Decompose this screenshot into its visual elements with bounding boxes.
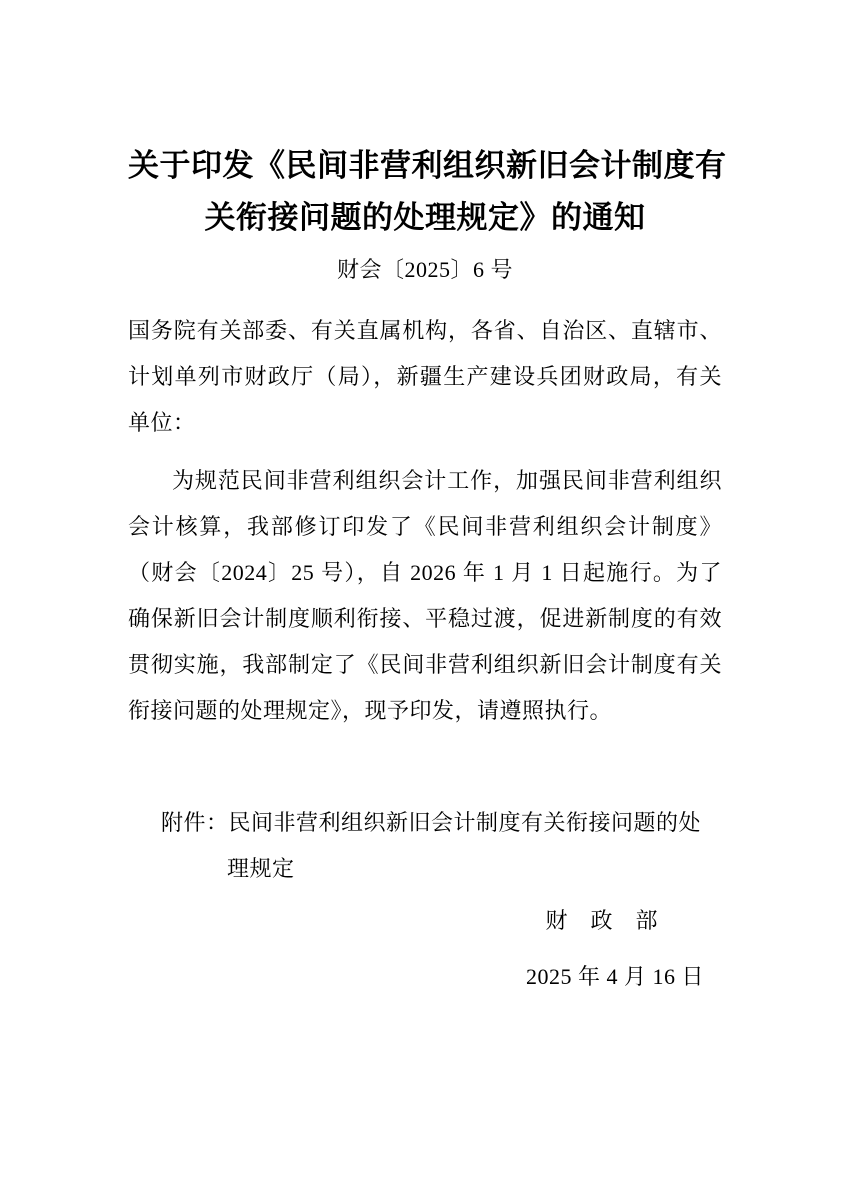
- document-title: [128, 0, 727, 244]
- document-number: 财会〔2025〕6 号: [336, 257, 513, 282]
- attachment-line: [128, 800, 722, 892]
- attachment-label: 附件：: [161, 810, 229, 835]
- issue-date: 2025 年 4 月 16 日: [525, 964, 704, 989]
- document-title-line1: 关于印发《民间非营利组织新旧会计制度有: [128, 148, 727, 183]
- attachment-text: 民间非营利组织新旧会计制度有关衔接问题的处理规定: [227, 810, 702, 881]
- body-paragraph: 为规范民间非营利组织会计工作，加强民间非营利组织会计核算，我部修订印发了《民间非营利组织会计制度》（财会〔2024〕25 号），自 2026 年 1 月 1 日起施行。为了确保新旧会计制度顺利衔接、平稳过渡，促进新制度的有效贯彻实施，我部制定了《民间非营利组织新旧会计制度有关衔接问题的处理规定》，现予印发，请遵照执行。: [128, 468, 722, 723]
- document-title-line2: 关衔接问题的处理规定》的通知: [204, 200, 646, 235]
- issuer-signature: 财 政 部: [545, 908, 658, 933]
- salutation-paragraph: 国务院有关部委、有关直属机构，各省、自治区、直辖市、计划单列市财政厅（局），新疆生产建设兵团财政局，有关单位：: [128, 318, 722, 435]
